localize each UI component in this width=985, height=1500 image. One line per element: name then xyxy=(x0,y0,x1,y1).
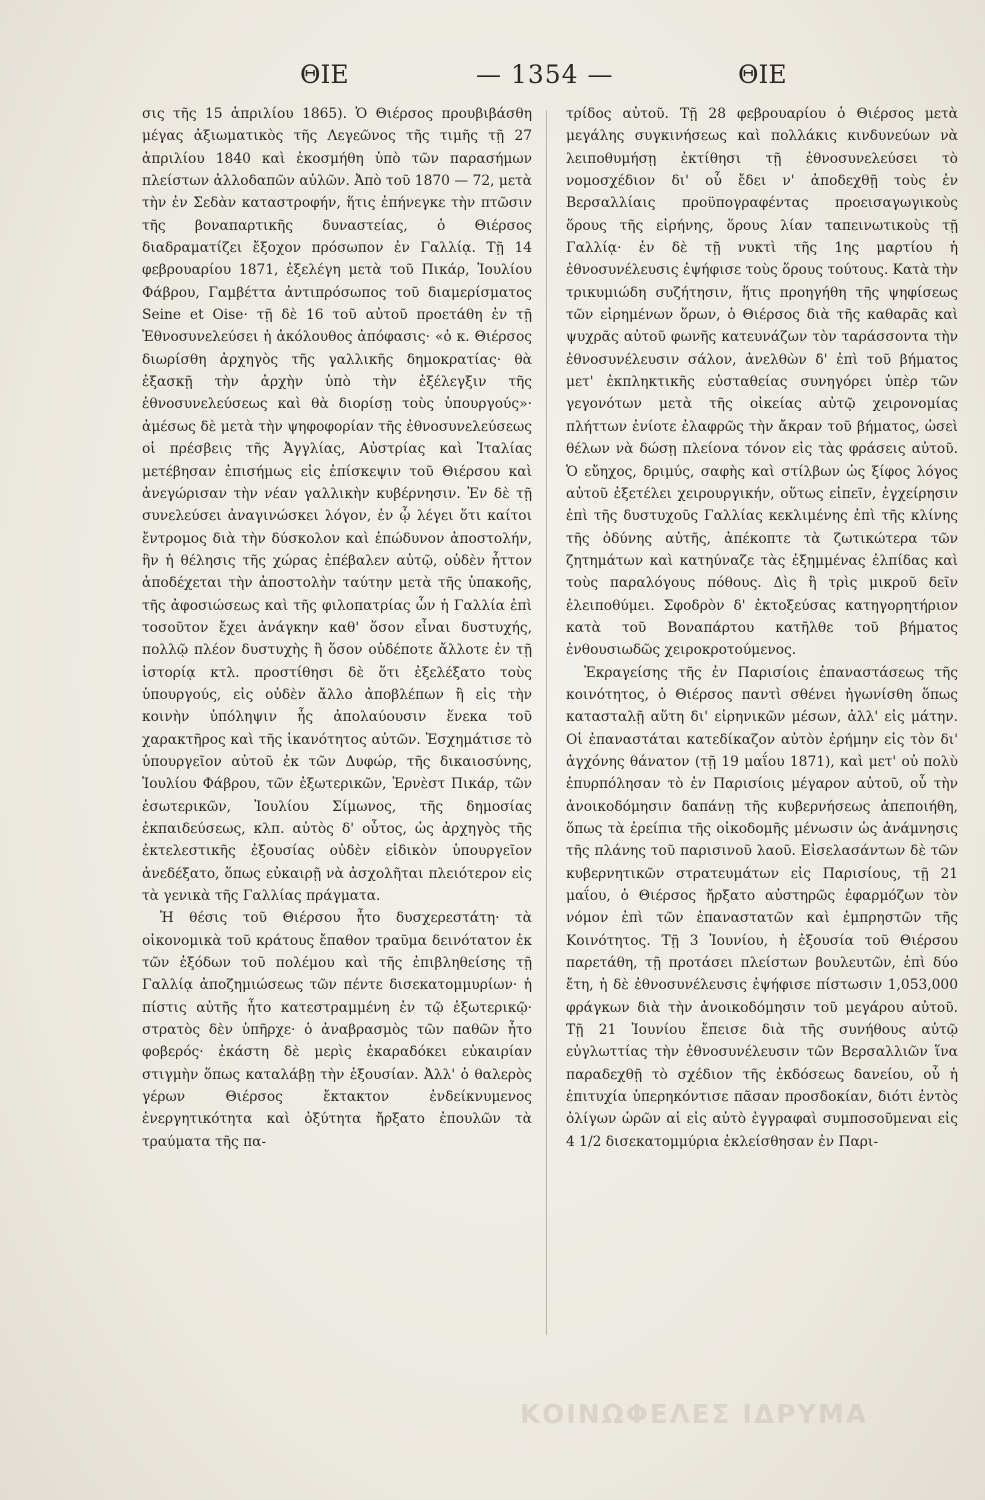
header-left-catchword: ΘΙΕ xyxy=(300,60,349,89)
paragraph: Ἐκραγείσης τῆς ἐν Παρισίοις ἐπαναστάσεως τῆς κοινότητος, ὁ Θιέρσος παντὶ σθένει ἠγωνίσθη ὅπως κατασταλῇ αὕτη δι' εἰρηνικῶν μέσων, ἀλλ' εἰς μάτην. Οἱ ἐπαναστάται κατεδίκαζον αὐτὸν ἐρήμην εἰς τὸν δι' ἀγχόνης θάνατον (τῇ 19 μαΐου 1871), καὶ μετ' οὐ πολὺ ἐπυρπόλησαν τὸ ἐν Παρισίοις μέγαρον αὐτοῦ, οὗ τὴν ἀνοικοδόμησιν δαπάνῃ τῆς κυβερνήσεως ἀπεποιήθη, ὅπως τὰ ἐρείπια τῆς οἰκοδομῆς μένωσιν ὡς ἀνάμνησις τῆς πλάνης τοῦ παρισινοῦ λαοῦ. Εἰσελασάντων δὲ τῶν κυβερνητικῶν στρατευμάτων εἰς Παρισίους, τῇ 21 μαΐου, ὁ Θιέρσος ἤρξατο αὐστηρῶς ἐφαρμόζων τὸν νόμον ἐπὶ τῶν ἐπαναστατῶν καὶ ἐμπρηστῶν τῆς Κοινότητος. Τῇ 3 Ἰουνίου, ἡ ἐξουσία τοῦ Θιέρσου παρετάθη, τῇ προτάσει πλείστων βουλευτῶν, ἐπὶ δύο ἔτη, ἡ δὲ ἐθνοσυνέλευσις ἐψήφισε πίστωσιν 1,053,000 φράγκων διὰ τὴν ἀνοικοδόμησιν τοῦ μεγάρου αὐτοῦ. Τῇ 21 Ἰουνίου ἔπεισε διὰ τῆς συνήθους αὐτῷ εὐγλωττίας τὴν ἐθνοσυνέλευσιν τῶν Βερσαλλιῶν ἵνα παραδεχθῇ τὸ σχέδιον τῆς ἐκδόσεως δανείου, οὗ ἡ ἐπιτυχία ὑπερηκόντισε πᾶσαν προσδοκίαν, διότι ἐντὸς ὀλίγων ὡρῶν αἱ εἰς αὐτὸ ἐγγραφαὶ συμποσοῦμεναι εἰς 4 1/2 δισεκατομμύρια ἐκλείσθησαν ἐν Παρι- xyxy=(566,664,958,1150)
header-right-catchword: ΘΙΕ xyxy=(738,60,787,89)
paragraph: Ἡ θέσις τοῦ Θιέρσου ἦτο δυσχερεστάτη· τὰ οἰκονομικὰ τοῦ κράτους ἔπαθον τραῦμα δεινότατον ἐκ τῶν ἐξόδων τοῦ πολέμου καὶ τῆς ἐπιβληθείσης τῇ Γαλλίᾳ ἀποζημιώσεως τῶν πέντε δισεκατομμυρίων· ἡ πίστις αὐτῆς ἦτο κατεστραμμένη ἐν τῷ ἐξωτερικῷ· στρατὸς δὲν ὑπῆρχε· ὁ ἀναβρασμὸς τῶν παθῶν ἦτο φοβερός· ἐκάστη δὲ μερὶς ἐκαραδόκει εὐκαιρίαν στιγμὴν ὅπως καταλάβῃ τὴν ἐξουσίαν. Ἀλλ' ὁ θαλερὸς γέρων Θιέρσος ἔκτακτον ἐνδείκνυμενος ἐνεργητικότητα καὶ ὀξύτητα ἤρξατο ἐπουλῶν τὰ τραύματα τῆς πα- xyxy=(142,910,532,1150)
column-divider xyxy=(546,110,547,1335)
paragraph: σις τῆς 15 ἀπριλίου 1865). Ὁ Θιέρσος προυβιβάσθη μέγας ἀξιωματικὸς τῆς Λεγεῶνος τῆς τιμῆς τῇ 27 ἀπριλίου 1840 καὶ ἐκοσμήθη ὑπὸ τῶν παρασήμων πλείστων ἀλλοδαπῶν αὐλῶν. Ἀπὸ τοῦ 1870 — 72, μετὰ τὴν ἐν Σεδὰν καταστροφήν, ἥτις ἐπήνεγκε τὴν πτῶσιν τῆς βοναπαρτικῆς δυναστείας, ὁ Θιέρσος διαδραματίζει ἔξοχον πρόσωπον ἐν Γαλλίᾳ. Τῇ 14 φεβρουαρίου 1871, ἐξελέγη μετὰ τοῦ Πικάρ, Ἰουλίου Φάβρου, Γαμβέττα ἀντιπρόσωπος τοῦ διαμερίσματος Seine et Oise· τῇ δὲ 16 τοῦ αὐτοῦ προετάθη ἐν τῇ Ἐθνοσυνελεύσει ἡ ἀκόλουθος ἀπόφασις· «ὁ κ. Θιέρσος διωρίσθη ἀρχηγὸς τῆς γαλλικῆς δημοκρατίας· θὰ ἐξασκῇ τὴν ἀρχὴν ὑπὸ τὴν ἐξέλεγξιν τῆς ἐθνοσυνελεύσεως καὶ θὰ διορίσῃ τοὺς ὑπουργούς»· ἀμέσως δὲ μετὰ τὴν ψηφοφορίαν τῆς ἐθνοσυνελεύσεως οἱ πρέσβεις τῆς Ἀγγλίας, Αὐστρίας καὶ Ἰταλίας μετέβησαν ἐπισήμως εἰς ἐπίσκεψιν τοῦ Θιέρσου καὶ ἀνεγώρισαν τὴν νέαν γαλλικὴν κυβέρνησιν. Ἐν δὲ τῇ συνελεύσει ἀναγινώσκει λόγον, ἐν ᾧ λέγει ὅτι καίτοι ἔντρομος διὰ τὴν δύσκολον καὶ ἐπώδυνον ἀποστολήν, ἣν ἡ θέλησις τῆς χώρας ἐπέβαλεν αὐτῷ, οὐδὲν ἧττον ἀποδέχεται τὴν ἀποστολὴν ταύτην μετὰ τῆς ὑπακοῆς, τῆς ἀφοσιώσεως καὶ τῆς φιλοπατρίας ὧν ἡ Γαλλία ἐπὶ τοσοῦτον ἔχει ἀνάγκην καθ' ὅσον εἶναι δυστυχής, πολλῷ πλέον δυστυχὴς ἢ ὅσον οὐδέποτε ἄλλοτε ἐν τῇ ἱστορίᾳ κτλ. προστίθησι δὲ ὅτι ἐξελέξατο τοὺς ὑπουργούς, εἰς οὐδὲν ἄλλο ἀποβλέπων ἢ εἰς τὴν κοινὴν ὑπόληψιν ἧς ἀπολαύουσιν ἕνεκα τοῦ χαρακτῆρος καὶ τῆς ἱκανότητος αὐτῶν. Ἐσχημάτισε τὸ ὑπουργεῖον αὐτοῦ ἐκ τῶν Δυφώρ, τῆς δικαιοσύνης, Ἰουλίου Φάβρου, τῶν ἐξωτερικῶν, Ἐρνὲστ Πικάρ, τῶν ἐσωτερικῶν, Ἰουλίου Σίμωνος, τῆς δημοσίας ἐκπαιδεύσεως, κλπ. αὐτὸς δ' οὗτος, ὡς ἀρχηγὸς τῆς ἐκτελεστικῆς ἐξουσίας οὐδὲν εἰδικὸν ὑπουργεῖον ἀνεδέξατο, ὅπως εὐκαιρῇ νὰ ἀσχολῆται πλειότερον εἰς τὰ γενικὰ τῆς Γαλλίας πράγματα. xyxy=(142,106,532,905)
paragraph: τρίδος αὐτοῦ. Τῇ 28 φεβρουαρίου ὁ Θιέρσος μετὰ μεγάλης συγκινήσεως καὶ πολλάκις κινδυνεύων νὰ λειποθυμήσῃ ἐκτίθησι τῇ ἐθνοσυνελεύσει τὸ νομοσχέδιον δι' οὗ ἔδει ν' ἀποδεχθῇ τοὺς ἐν Βερσαλλίαις προϋπογραφέντας προεισαγωγικοὺς ὅρους τῆς εἰρήνης, ὅρους λίαν ταπεινωτικοὺς τῇ Γαλλίᾳ· ἐν δὲ τῇ νυκτὶ τῆς 1ης μαρτίου ἡ ἐθνοσυνέλευσις ἐψήφισε τοὺς ὅρους τούτους. Κατὰ τὴν τρικυμιώδη συζήτησιν, ἥτις προηγήθη τῆς ψηφίσεως τῶν εἰρημένων ὅρων, ὁ Θιέρσος διὰ τῆς καθαρᾶς καὶ ψυχρᾶς αὐτοῦ φωνῆς κατευνάζων τὸν ταράσσοντα τὴν ἐθνοσυνέλευσιν σάλον, ἀνελθὼν δ' ἐπὶ τοῦ βήματος μετ' ἐκπληκτικῆς εὐσταθείας συνηγόρει ὑπὲρ τῶν γεγονότων μετὰ τῆς οἰκείας αὐτῷ χειρονομίας πλήττων ἐνίοτε ἐλαφρῶς τὴν ἄκραν τοῦ βήματος, ὡσεὶ θέλων νὰ δώσῃ πλείονα τόνον εἰς τὰς φράσεις αὐτοῦ. Ὁ εὔηχος, δριμύς, σαφὴς καὶ στίλβων ὡς ξίφος λόγος αὐτοῦ ἐξετέλει χειρουργικήν, οὕτως εἰπεῖν, ἐγχείρησιν ἐπὶ τῆς δυστυχοῦς Γαλλίας κεκλιμένης ἐπὶ τῆς κλίνης τῆς ὀδύνης αὐτῆς, ἀπέκοπτε τὰ ζωτικώτερα τῶν ζητημάτων καὶ κατηύναζε τὰς ἐξημμένας ἐλπίδας καὶ τοὺς παραλόγους πόθους. Δὶς ἢ τρὶς μικροῦ δεῖν ἐλειποθύμει. Σφοδρὸν δ' ἐκτοξεύσας κατηγορητήριον κατὰ τοῦ Βοναπάρτου κατῆλθε τοῦ βήματος ἐνθουσιωδῶς χειροκροτούμενος. xyxy=(566,106,958,659)
right-column xyxy=(566,103,958,1153)
left-column xyxy=(142,103,532,1153)
page-number: — 1354 — xyxy=(476,60,614,89)
library-watermark: ΚΟΙΝΩΦΕΛΕΣ ΙΔΡΥΜΑ xyxy=(520,1400,869,1430)
running-header xyxy=(0,60,985,100)
